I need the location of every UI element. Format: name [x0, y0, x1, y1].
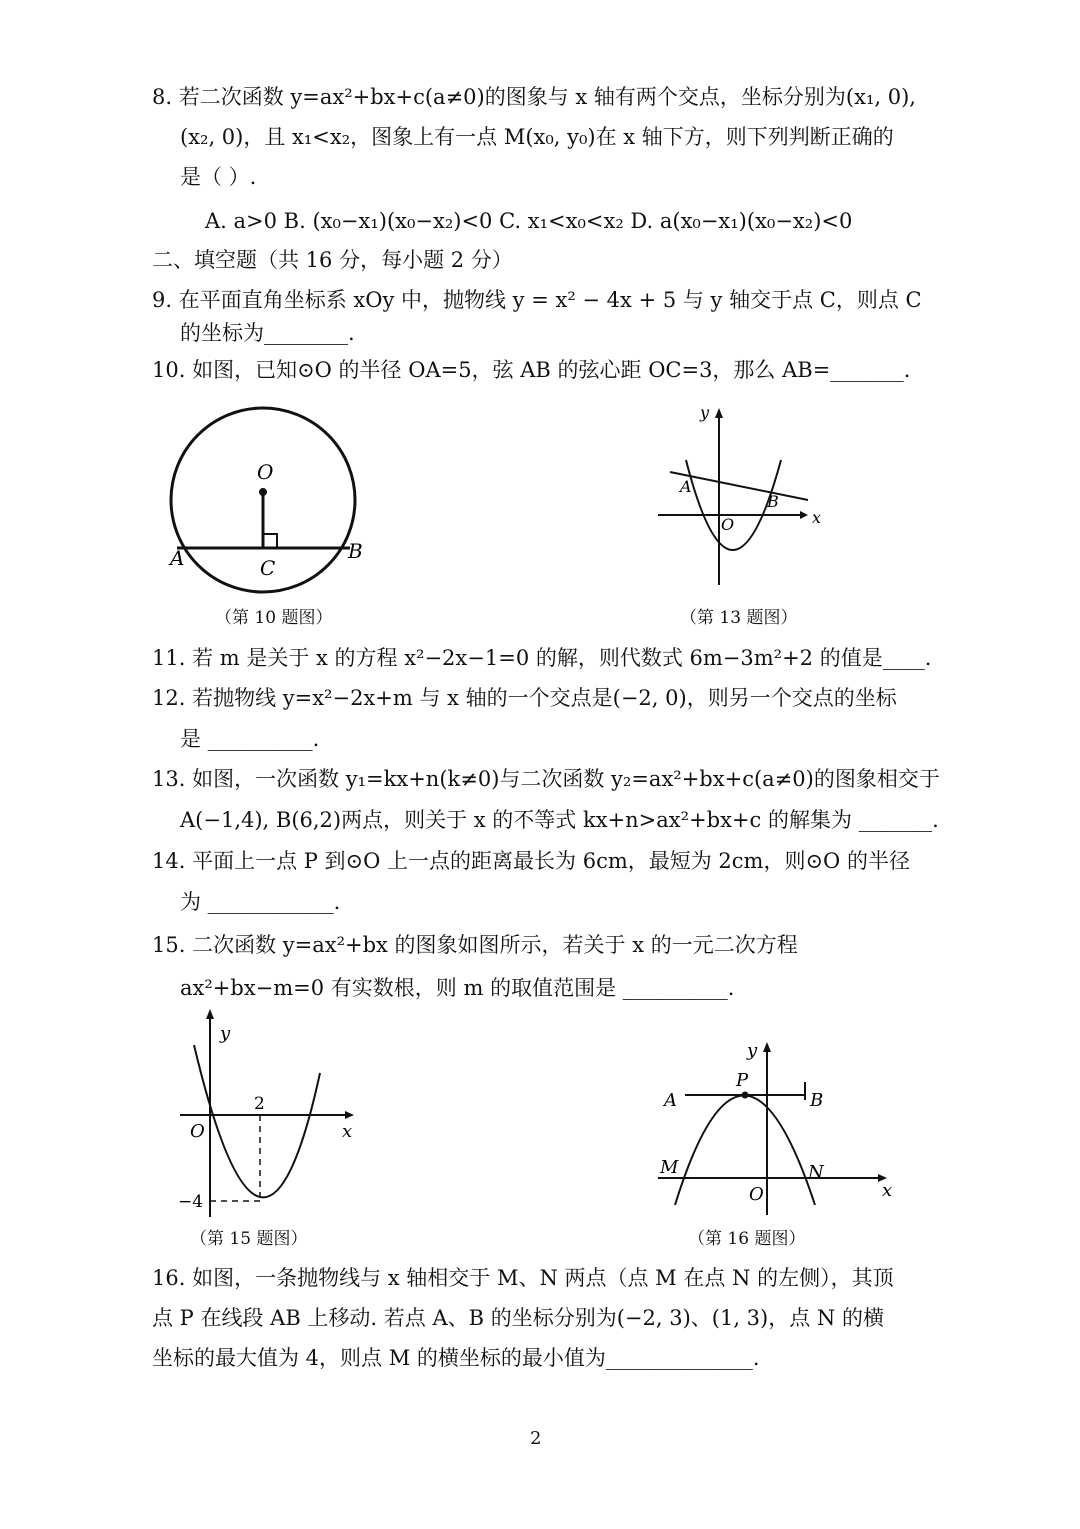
- q16-line-1: 16. 如图，一条抛物线与 x 轴相交于 M、N 两点（点 M 在点 N 的左侧），其顶: [152, 1266, 894, 1290]
- label-b: B: [810, 1090, 824, 1111]
- section-2-heading: 二、填空题（共 16 分，每小题 2 分）: [152, 248, 513, 272]
- label-m: M: [660, 1157, 679, 1178]
- y-axis-arrow: [206, 1009, 214, 1019]
- q13-line-2: A(−1,4), B(6,2)两点，则关于 x 的不等式 kx+n>ax²+bx+c 的解集为 _______.: [180, 808, 939, 832]
- label-o: O: [749, 1184, 764, 1205]
- q10-line: 10. 如图，已知⊙O 的半径 OA=5，弦 AB 的弦心距 OC=3，那么 AB=_______.: [152, 358, 911, 382]
- label-p: P: [736, 1070, 749, 1091]
- figure-10: [160, 395, 375, 605]
- label-y: y: [220, 1023, 231, 1044]
- y-axis-arrow: [763, 1042, 771, 1052]
- label-c: C: [260, 556, 276, 580]
- caption-fig10: （第 10 题图）: [215, 608, 333, 628]
- label-x: x: [812, 508, 822, 527]
- q14-line-1: 14. 平面上一点 P 到⊙O 上一点的距离最长为 6cm，最短为 2cm，则⊙O 的半径: [152, 849, 910, 873]
- x-axis-arrow: [345, 1111, 354, 1119]
- q8-line-3: 是（ ）.: [180, 165, 257, 189]
- caption-fig16: （第 16 题图）: [688, 1229, 806, 1249]
- q15-line-1: 15. 二次函数 y=ax²+bx 的图象如图所示，若关于 x 的一元二次方程: [152, 933, 798, 957]
- q8-line-2: (x₂, 0)，且 x₁<x₂，图象上有一点 M(x₀, y₀)在 x 轴下方，则下列判断正确的: [180, 125, 894, 149]
- q9-line-1: 9. 在平面直角坐标系 xOy 中，抛物线 y = x² − 4x + 5 与 y 轴交于点 C，则点 C: [152, 288, 922, 312]
- figure-16: [650, 1030, 900, 1220]
- label-neg4: −4: [178, 1192, 204, 1212]
- q12-line-2: 是 __________.: [180, 727, 320, 751]
- q12-line-1: 12. 若抛物线 y=x²−2x+m 与 x 轴的一个交点是(−2, 0)，则另一个交点的坐标: [152, 686, 897, 710]
- right-angle-mark: [263, 534, 277, 548]
- q14-line-2: 为 ____________.: [180, 890, 341, 914]
- parabola: [675, 1096, 815, 1206]
- q11-line: 11. 若 m 是关于 x 的方程 x²−2x−1=0 的解，则代数式 6m−3m²+2 的值是____.: [152, 646, 932, 670]
- q9-line-2: 的坐标为________.: [180, 321, 355, 345]
- label-x: x: [882, 1180, 893, 1201]
- label-x: x: [342, 1121, 353, 1142]
- center-dot: [259, 488, 267, 496]
- label-y: y: [700, 403, 710, 422]
- q16-line-2: 点 P 在线段 AB 上移动. 若点 A、B 的坐标分别为(−2, 3)、(1, 3)，点 N 的横: [152, 1306, 884, 1330]
- q16-line-3: 坐标的最大值为 4，则点 M 的横坐标的最小值为______________.: [152, 1346, 760, 1370]
- caption-fig13: （第 13 题图）: [680, 608, 798, 628]
- label-o: O: [190, 1121, 205, 1142]
- label-a: A: [680, 477, 692, 496]
- vertex-p: [742, 1092, 749, 1099]
- label-o: O: [721, 515, 735, 534]
- figure-15: [170, 1005, 370, 1220]
- y-axis-arrow: [715, 408, 723, 418]
- q8-line-1: 8. 若二次函数 y=ax²+bx+c(a≠0)的图象与 x 轴有两个交点，坐标分别为(x₁, 0),: [152, 85, 916, 109]
- label-b: B: [767, 492, 779, 511]
- label-a: A: [170, 546, 185, 570]
- label-n: N: [808, 1162, 824, 1183]
- parabola: [194, 1045, 320, 1197]
- q15-line-2: ax²+bx−m=0 有实数根，则 m 的取值范围是 __________.: [180, 976, 735, 1000]
- x-axis-arrow: [800, 511, 808, 519]
- label-b: B: [348, 539, 363, 563]
- q8-options: A. a>0 B. (x₀−x₁)(x₀−x₂)<0 C. x₁<x₀<x₂ D. a(x₀−x₁)(x₀−x₂)<0: [205, 209, 853, 233]
- label-two: 2: [254, 1094, 265, 1114]
- figure-13: [650, 400, 830, 590]
- caption-fig15: （第 15 题图）: [190, 1229, 308, 1249]
- q13-line-1: 13. 如图，一次函数 y₁=kx+n(k≠0)与二次函数 y₂=ax²+bx+c(a≠0)的图象相交于: [152, 767, 940, 791]
- label-a: A: [664, 1090, 677, 1111]
- label-o: O: [257, 460, 274, 484]
- label-y: y: [747, 1040, 758, 1061]
- page-number: 2: [530, 1428, 542, 1449]
